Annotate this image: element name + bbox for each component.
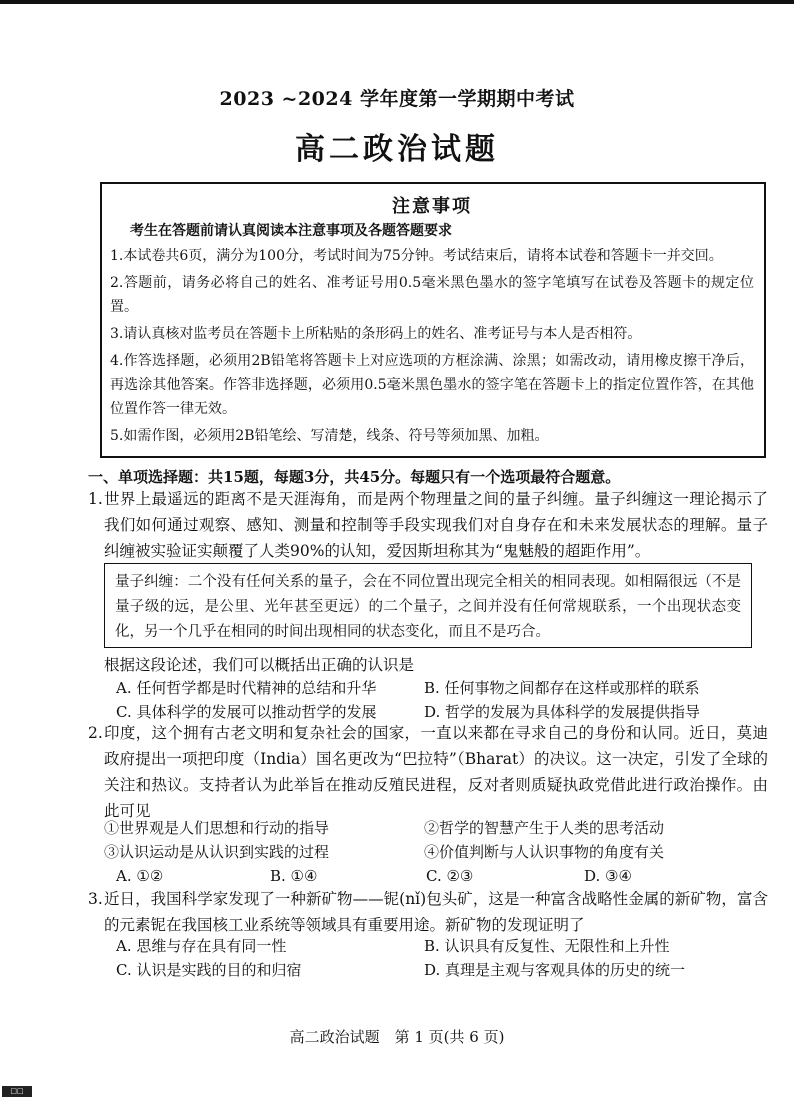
question-3-stem: [88, 886, 768, 938]
notice-item: 2.答题前，请务必将自己的姓名、准考证号用0.5毫米黑色墨水的签字笔填写在试卷及答题卡的规定位置。: [110, 275, 754, 315]
option-b[interactable]: B. 任何事物之间都存在这样或那样的联系: [424, 679, 700, 697]
statement-2: ②哲学的智慧产生于人类的思考活动: [424, 819, 665, 837]
option-c[interactable]: C. ②③: [426, 867, 474, 885]
option-d[interactable]: D. ③④: [584, 867, 632, 885]
statement-3: ③认识运动是从认识到实践的过程: [104, 843, 330, 861]
option-a[interactable]: A. 思维与存在具有同一性: [116, 937, 287, 955]
option-c[interactable]: C. 具体科学的发展可以推动哲学的发展: [116, 703, 377, 721]
option-a[interactable]: A. 任何哲学都是时代精神的总结和升华: [116, 679, 377, 697]
option-d[interactable]: D. 哲学的发展为具体科学的发展提供指导: [424, 703, 701, 721]
notice-item: 5.如需作图，必须用2B铅笔绘、写清楚，线条、符号等须加黑、加粗。: [110, 428, 549, 444]
question-number: 1.: [88, 490, 103, 508]
statement-4: ④价值判断与人认识事物的角度有关: [424, 843, 665, 861]
page-title: 高二政治试题: [295, 132, 499, 167]
scan-corner-mark: □□: [2, 1086, 32, 1097]
question-number: 2.: [88, 724, 103, 742]
section-heading: 一、单项选择题：共15题，每题3分，共45分。每题只有一个选项最符合题意。: [88, 468, 621, 486]
question-text: 印度，这个拥有古老文明和复杂社会的国家，一直以来都在寻求自己的身份和认同。近日，莫迪政府提出一项把印度（India）国名更改为“巴拉特”（Bharat）的决议。这一决定，引发了全球的关注和热议。支持者认为此举旨在推动反殖民进程，反对者则质疑执政党借此进行政治操作。由此可见: [104, 724, 768, 820]
option-d[interactable]: D. 真理是主观与客观具体的历史的统一: [424, 961, 686, 979]
option-b[interactable]: B. 认识具有反复性、无限性和上升性: [424, 937, 670, 955]
statement-1: ①世界观是人们思想和行动的指导: [104, 819, 330, 837]
option-b[interactable]: B. ①④: [270, 867, 318, 885]
option-c[interactable]: C. 认识是实践的目的和归宿: [116, 961, 302, 979]
notice-item: 4.作答选择题，必须用2B铅笔将答题卡上对应选项的方框涂满、涂黑；如需改动，请用橡皮擦干净后，再选涂其他答案。作答非选择题，必须用0.5毫米黑色墨水的签字笔在答题卡上的指定位置作答，在其他位置作答一律无效。: [110, 353, 754, 417]
question-2-stem: [88, 720, 768, 824]
question-1-ask: 根据这段论述，我们可以概括出正确的认识是: [104, 656, 415, 674]
page-footer: 高二政治试题 第 1 页(共 6 页): [289, 1028, 505, 1046]
scan-edge: [0, 0, 794, 4]
question-1-stem: [88, 486, 768, 564]
notice-subtitle: 考生在答题前请认真阅读本注意事项及各题答题要求: [130, 223, 452, 239]
exam-header: 2023 ~2024 学年度第一学期期中考试: [219, 88, 575, 110]
notice-title: 注意事项: [392, 196, 472, 217]
question-1-material-box: 量子纠缠：二个没有任何关系的量子，会在不同位置出现完全相关的相同表现。如相隔很远（不是量子级的远，是公里、光年甚至更远）的二个量子，之间并没有任何常规联系，一个出现状态变化，另一个几乎在相同的时间出现相同的状态变化，而且不是巧合。: [104, 563, 752, 648]
question-text: 世界上最遥远的距离不是天涯海角，而是两个物理量之间的量子纠缠。量子纠缠这一理论揭示了我们如何通过观察、感知、测量和控制等手段实现我们对自身存在和未来发展状态的理解。量子纠缠被实验证实颠覆了人类90%的认知，爱因斯坦称其为“鬼魅般的超距作用”。: [104, 490, 768, 560]
notice-item: 1.本试卷共6页，满分为100分，考试时间为75分钟。考试结束后，请将本试卷和答题卡一并交回。: [110, 248, 723, 264]
notice-item: 3.请认真核对监考员在答题卡上所粘贴的条形码上的姓名、准考证号与本人是否相符。: [110, 326, 642, 342]
question-text: 近日，我国科学家发现了一种新矿物——铌(nǐ)包头矿，这是一种富含战略性金属的新矿物，富含的元素铌在我国核工业系统等领域具有重要用途。新矿物的发现证明了: [104, 890, 768, 934]
notice-box: [100, 182, 766, 458]
question-number: 3.: [88, 890, 103, 908]
option-a[interactable]: A. ①②: [116, 867, 164, 885]
